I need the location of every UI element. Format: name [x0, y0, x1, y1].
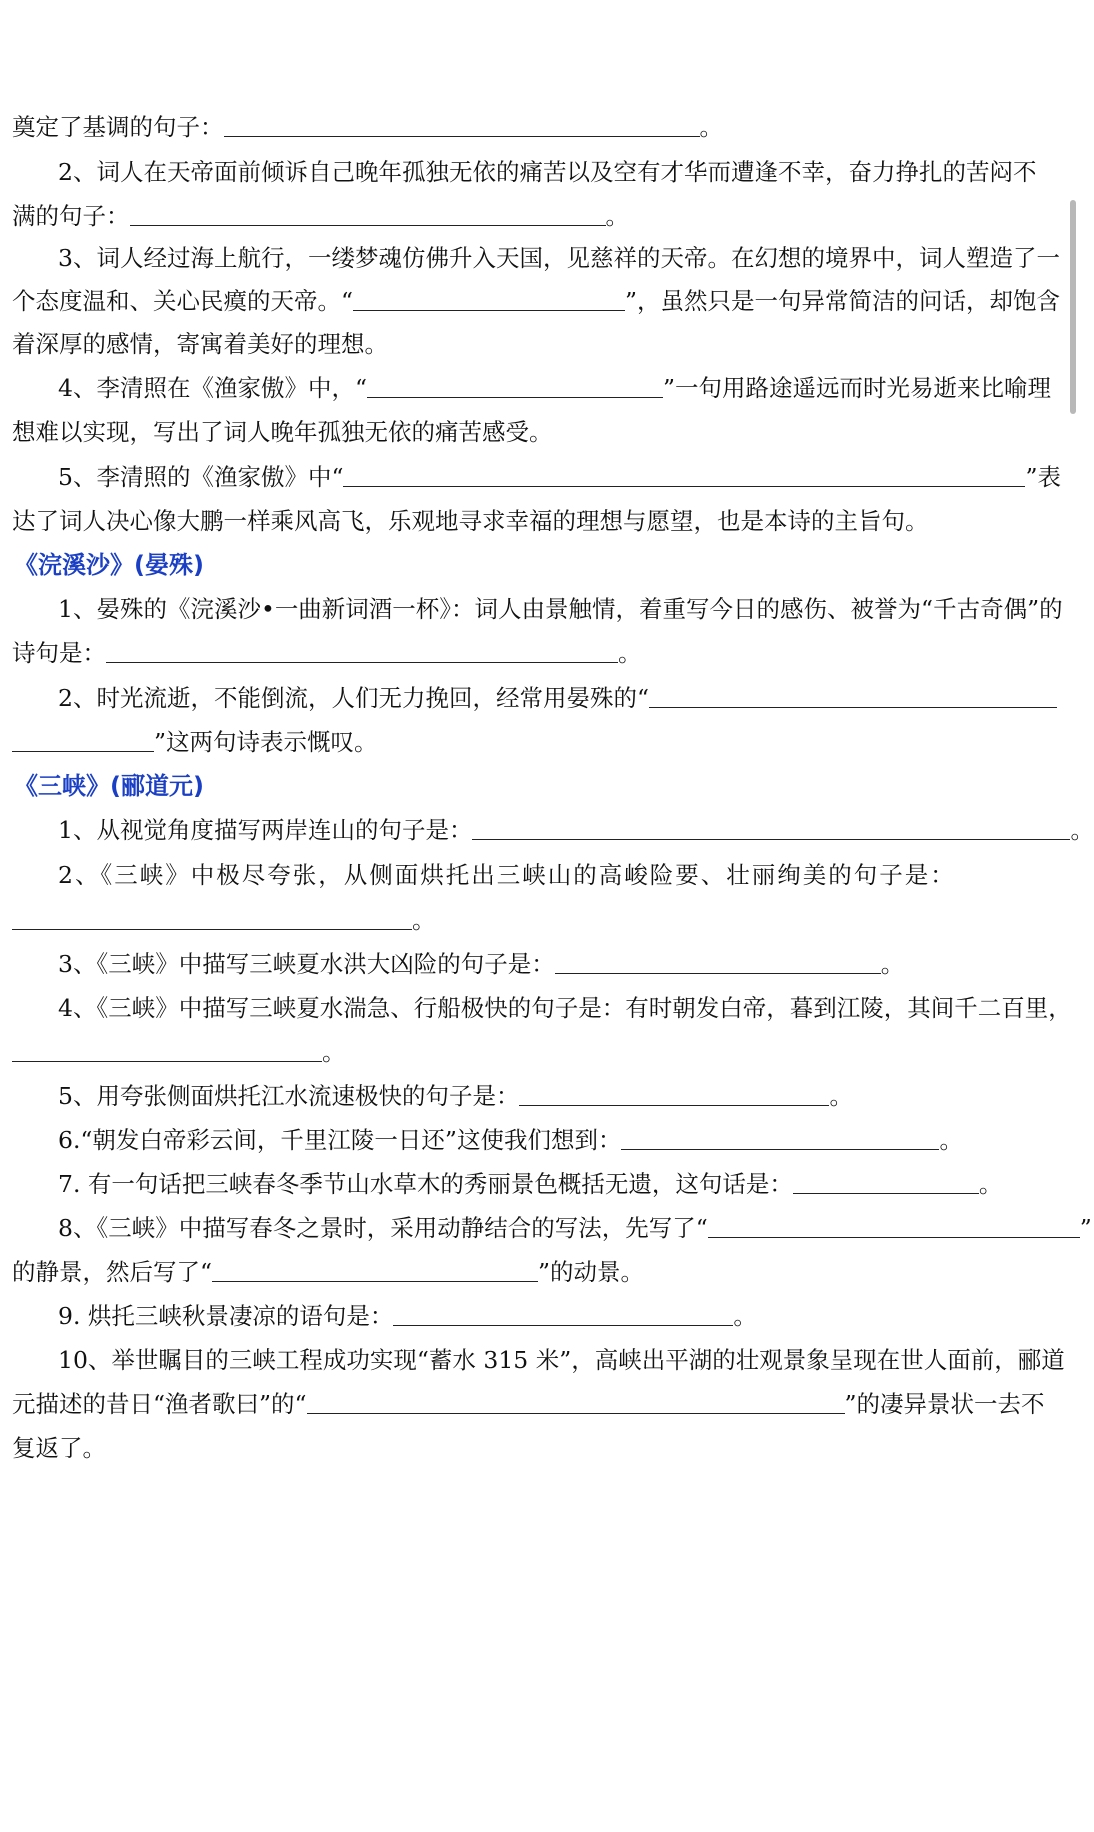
text-line: 10、举世瞩目的三峡工程成功实现“蓄水 315 米”，高峡出平湖的壮观景象呈现在世人面前，郦道: [58, 1346, 1065, 1374]
text-line: 。: [12, 902, 1068, 938]
answer-blank[interactable]: [649, 685, 1057, 708]
text-line: 想难以实现，写出了词人晚年孤独无依的痛苦感受。: [12, 418, 553, 446]
text-line: 达了词人决心像大鹏一样乘风高飞，乐观地寻求幸福的理想与愿望，也是本诗的主旨句。: [12, 507, 929, 535]
section-heading: 《浣溪沙》(晏殊): [14, 551, 204, 579]
text-line: 1、晏殊的《浣溪沙•一曲新词酒一杯》：词人由景触情，着重写今日的感伤、被誉为“千古奇偶”的: [58, 595, 1063, 623]
text-line: 2、时光流逝，不能倒流，人们无力挽回，经常用晏殊的“: [58, 680, 1068, 716]
answer-blank[interactable]: [353, 288, 625, 311]
answer-blank[interactable]: [621, 1127, 939, 1150]
text-line: 满的句子： 。: [12, 202, 629, 230]
text-line: 个态度温和、关心民瘼的天帝。“ ”，虽然只是一句异常简洁的问话，却饱含: [12, 287, 1061, 315]
text-line: 8、《三峡》中描写春冬之景时，采用动静结合的写法，先写了“ ”: [58, 1214, 1092, 1242]
text-line: 诗句是： 。: [12, 639, 642, 667]
answer-blank[interactable]: [224, 114, 700, 137]
text-line: 奠定了基调的句子： 。: [12, 113, 723, 141]
text-line: 4、李清照在《渔家傲》中，“ ”一句用路途遥远而时光易逝来比喻理: [58, 374, 1051, 402]
text-line: 3、词人经过海上航行，一缕梦魂仿佛升入天国，见慈祥的天帝。在幻想的境界中，词人塑造了一: [58, 244, 1060, 272]
answer-blank[interactable]: [12, 1039, 322, 1062]
answer-blank[interactable]: [708, 1215, 1080, 1238]
answer-blank[interactable]: [130, 203, 606, 226]
answer-blank[interactable]: [212, 1259, 538, 1282]
text-line: 2、《三峡》中极尽夸张，从侧面烘托出三峡山的高峻险要、壮丽绚美的句子是：: [58, 861, 956, 889]
answer-blank[interactable]: [106, 640, 618, 663]
answer-blank[interactable]: [367, 375, 663, 398]
answer-blank[interactable]: [793, 1171, 979, 1194]
vertical-scrollbar[interactable]: [1070, 200, 1076, 414]
text-line: 4、《三峡》中描写三峡夏水湍急、行船极快的句子是：有时朝发白帝，暮到江陵，其间千二百里，: [58, 994, 1072, 1022]
text-line: 6.“朝发白帝彩云间，千里江陵一日还”这使我们想到： 。: [58, 1126, 963, 1154]
answer-blank[interactable]: [12, 729, 154, 752]
text-line: 元描述的昔日“渔者歌曰”的“ ”的凄异景状一去不: [12, 1390, 1045, 1418]
text-line: 5、用夸张侧面烘托江水流速极快的句子是： 。: [58, 1082, 853, 1110]
text-line: 2、词人在天帝面前倾诉自己晚年孤独无依的痛苦以及空有才华而遭逢不幸，奋力挣扎的苦闷不: [58, 158, 1037, 186]
answer-blank[interactable]: [555, 951, 881, 974]
text-line: 复返了。: [12, 1434, 106, 1462]
answer-blank[interactable]: [12, 907, 412, 930]
answer-blank[interactable]: [307, 1391, 845, 1414]
text-line: 着深厚的感情，寄寓着美好的理想。: [12, 330, 388, 358]
text-line: 3、《三峡》中描写三峡夏水洪大凶险的句子是： 。: [58, 950, 905, 978]
text-line: 7. 有一句话把三峡春冬季节山水草木的秀丽景色概括无遗，这句话是： 。: [58, 1170, 1003, 1198]
text-line: 。: [12, 1034, 1068, 1070]
answer-blank[interactable]: [393, 1303, 733, 1326]
text-line: 的静景，然后写了“ ”的动景。: [12, 1258, 645, 1286]
answer-blank[interactable]: [343, 464, 1025, 487]
section-heading: 《三峡》(郦道元): [14, 772, 204, 800]
text-line: ”这两句诗表示慨叹。: [12, 724, 1068, 760]
text-line: 1、从视觉角度描写两岸连山的句子是： 。: [58, 816, 1094, 844]
answer-blank[interactable]: [519, 1083, 829, 1106]
answer-blank[interactable]: [472, 817, 1070, 840]
text-line: 9. 烘托三峡秋景凄凉的语句是： 。: [58, 1302, 757, 1330]
text-line: 5、李清照的《渔家傲》中“ ”表: [58, 463, 1061, 491]
